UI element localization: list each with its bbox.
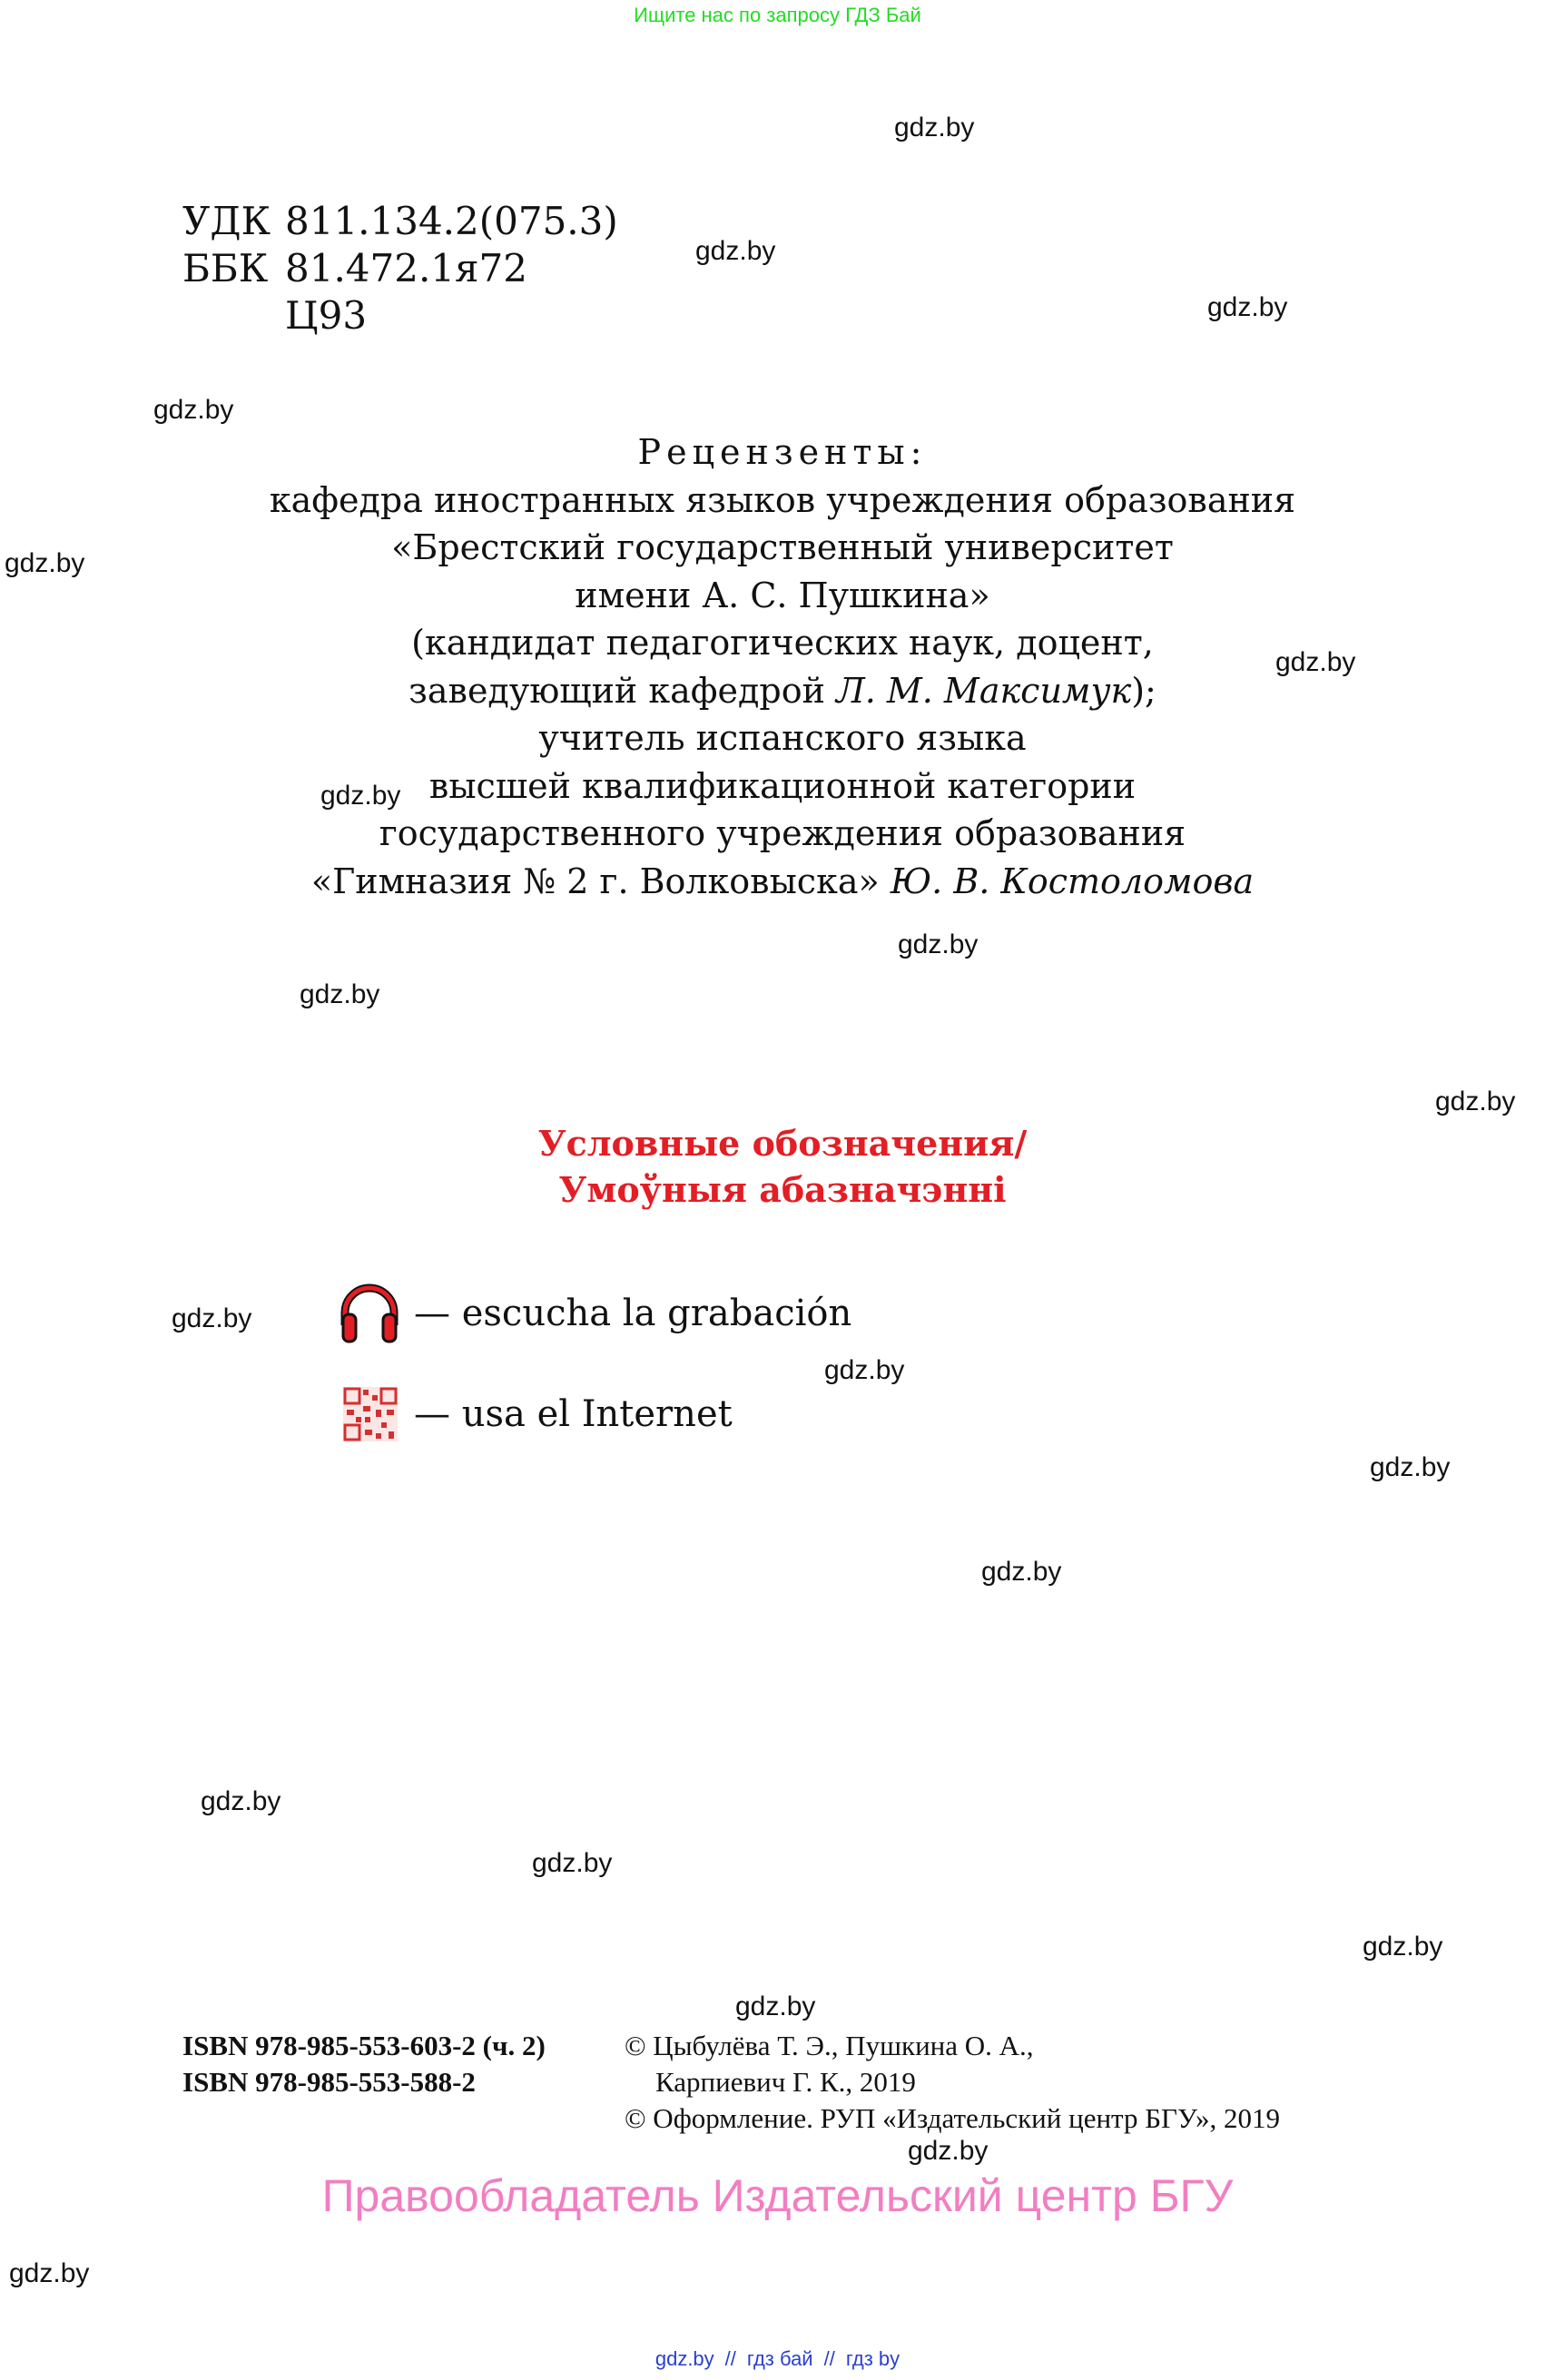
reviewer-line: государственного учреждения образования <box>379 813 1186 853</box>
classification-block <box>182 198 618 339</box>
copyright-line: Карпиевич Г. К., 2019 <box>655 2066 916 2098</box>
reviewer-line: «Брестский государственный университет <box>391 527 1174 567</box>
legend-item-text: — escucha la grabación <box>414 1293 852 1334</box>
reviewer-text: ); <box>1131 670 1156 711</box>
reviewer-text: заведующий кафедрой <box>408 670 836 711</box>
watermark: gdz.by <box>981 1557 1062 1587</box>
link-gdz-by-cyr[interactable]: гдз by <box>845 2347 901 2370</box>
legend-item-audio <box>338 1283 851 1343</box>
separator: // <box>823 2347 835 2370</box>
watermark: gdz.by <box>695 236 776 266</box>
watermark: gdz.by <box>5 548 85 578</box>
copyright-block <box>625 2028 1280 2137</box>
bbk-value: 81.472.1я72 <box>285 246 527 290</box>
qr-code-icon <box>338 1384 401 1444</box>
reviewer-name: Ю. В. Костоломова <box>890 861 1255 901</box>
watermark: gdz.by <box>1370 1452 1451 1482</box>
link-gdz-bai[interactable]: гдз бай <box>746 2347 813 2370</box>
watermark: gdz.by <box>1207 292 1288 322</box>
reviewer-text: «Гимназия № 2 г. Волковыска» <box>310 861 891 901</box>
watermark: gdz.by <box>532 1848 613 1878</box>
legend-title-by: Умоўныя абазначэнні <box>558 1169 1007 1210</box>
udk-label: УДК <box>182 199 271 243</box>
watermark: gdz.by <box>1275 647 1356 677</box>
watermark: gdz.by <box>1363 1932 1443 1962</box>
reviewer-line <box>0 858 1555 906</box>
reviewers-title: Рецензенты: <box>637 432 928 472</box>
isbn-line: ISBN 978-985-553-603-2 (ч. 2) <box>182 2030 546 2061</box>
watermark: gdz.by <box>153 395 234 425</box>
search-hint: Ищите нас по запросу ГДЗ Бай <box>634 4 921 26</box>
watermark: gdz.by <box>300 979 380 1009</box>
bottom-links <box>0 2347 1555 2371</box>
legend-item-text: — usa el Internet <box>414 1393 733 1435</box>
watermark: gdz.by <box>320 781 401 811</box>
isbn-block <box>182 2028 546 2100</box>
copyright-line: © Цыбулёва Т. Э., Пушкина О. А., <box>625 2030 1034 2061</box>
legend-item-internet <box>338 1384 733 1444</box>
watermark: gdz.by <box>894 113 975 143</box>
watermark: gdz.by <box>201 1786 281 1816</box>
legend-title <box>0 1120 1555 1213</box>
watermark: gdz.by <box>908 2136 989 2166</box>
reviewer-line: (кандидат педагогических наук, доцент, <box>411 623 1154 663</box>
udk-value: 811.134.2(075.3) <box>285 199 618 243</box>
reviewer-line: учитель испанского языка <box>538 718 1027 758</box>
bbk-label: ББК <box>182 246 269 290</box>
watermark: gdz.by <box>735 1992 816 2021</box>
headphones-icon <box>338 1283 401 1343</box>
watermark: gdz.by <box>898 929 979 959</box>
legend-title-ru: Условные обозначения/ <box>537 1123 1028 1164</box>
reviewer-line: кафедра иностранных языков учреждения образования <box>269 479 1296 520</box>
rights-holder: Правообладатель Издательский центр БГУ <box>321 2170 1234 2221</box>
watermark: gdz.by <box>824 1355 905 1385</box>
separator: // <box>724 2347 736 2370</box>
watermark: gdz.by <box>172 1303 252 1333</box>
watermark: gdz.by <box>9 2258 90 2288</box>
watermark: gdz.by <box>1435 1087 1516 1116</box>
author-mark: Ц93 <box>285 293 368 338</box>
isbn-line: ISBN 978-985-553-588-2 <box>182 2066 476 2098</box>
copyright-line: © Оформление. РУП «Издательский центр БГУ», 2019 <box>625 2102 1280 2134</box>
reviewer-line: высшей квалификационной категории <box>428 765 1137 806</box>
reviewer-name: Л. М. Максимук <box>835 670 1132 711</box>
reviewer-line: имени А. С. Пушкина» <box>575 575 990 615</box>
link-gdz-by[interactable]: gdz.by <box>654 2347 714 2370</box>
